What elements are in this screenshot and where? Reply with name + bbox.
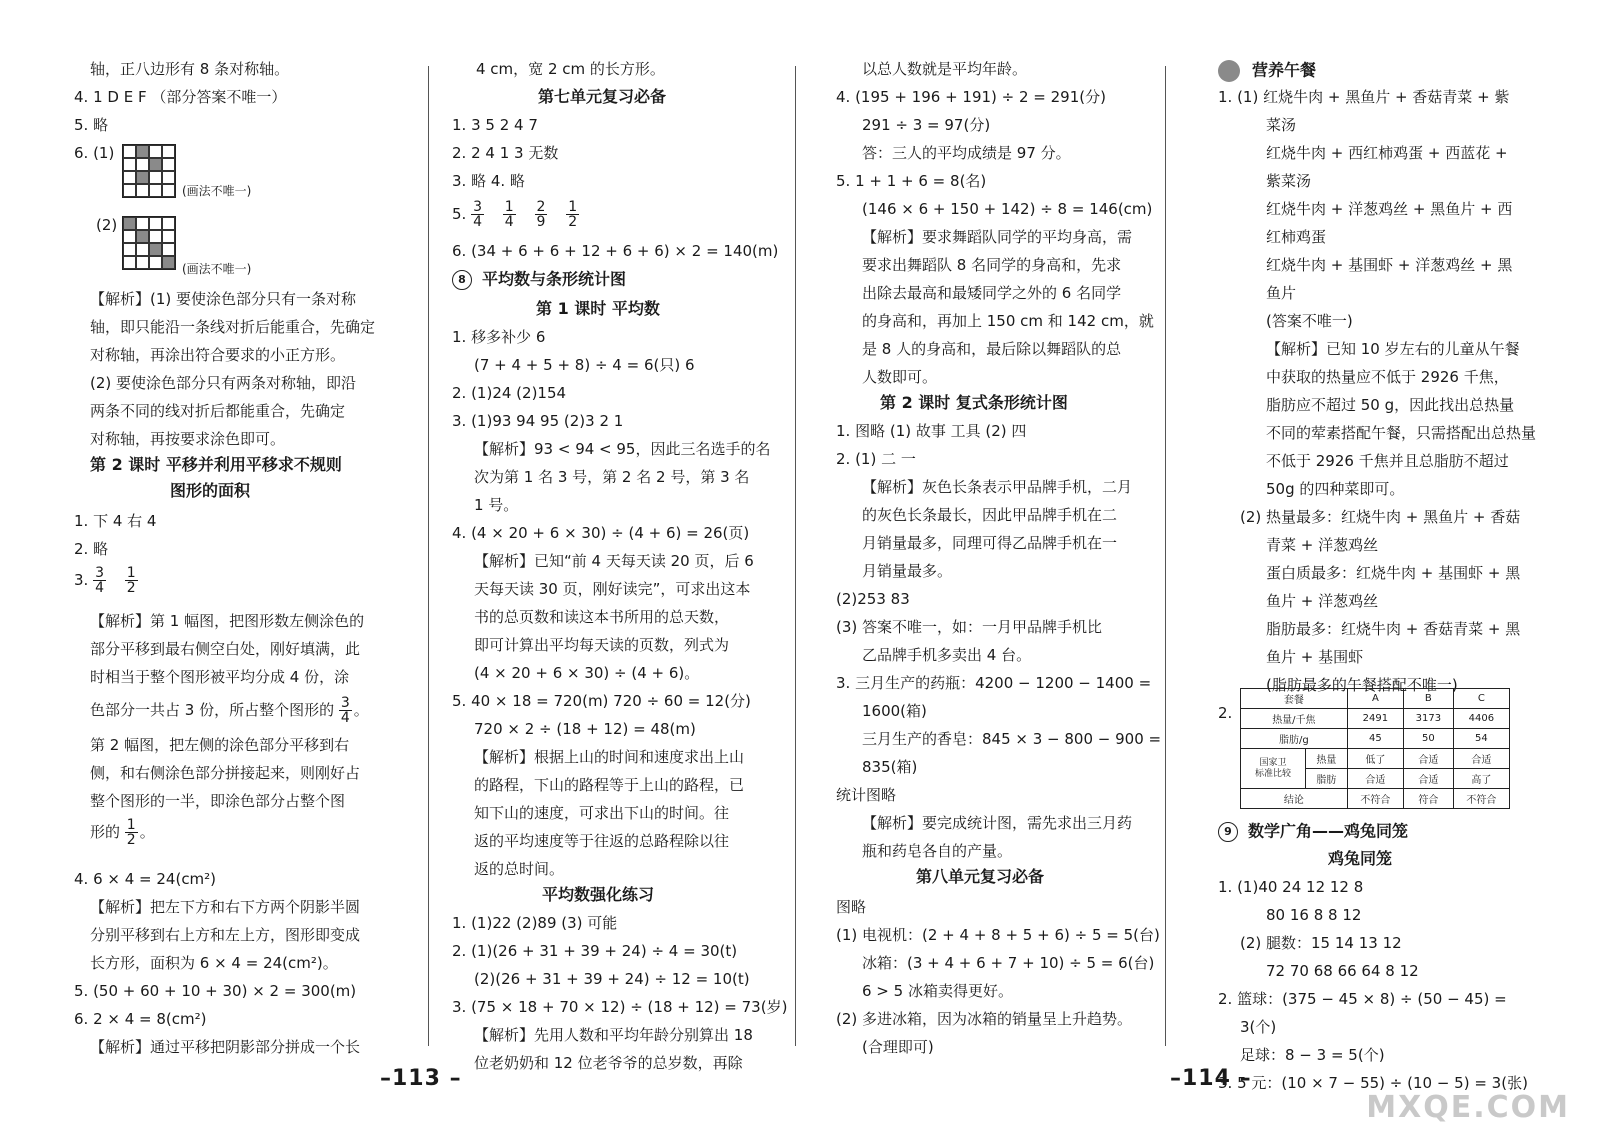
page-number-right: –114 – bbox=[1170, 1066, 1252, 1091]
fraction: $\frac{3}{4}$ bbox=[95, 565, 105, 596]
table-row bbox=[1241, 729, 1510, 749]
analysis: 【解析】灰色长条表示甲品牌手机，二月 bbox=[862, 478, 1133, 496]
text-line: 乙品牌手机多卖出 4 台。 bbox=[862, 646, 1032, 664]
text-line: 鱼片 + 基围虾 bbox=[1266, 648, 1364, 666]
text-line: 中获取的热量应不低于 2926 千焦， bbox=[1266, 368, 1509, 386]
text-line: 要求出舞蹈队 8 名同学的身高和，先求 bbox=[862, 256, 1122, 274]
text-line: 2. 2 4 1 3 无数 bbox=[452, 144, 559, 162]
table-cell: 3173 bbox=[1404, 709, 1454, 729]
text-line: 2. 略 bbox=[74, 540, 109, 558]
text-line: 长方形，面积为 6 × 4 = 24(cm²)。 bbox=[90, 954, 338, 972]
lesson-title: 第 2 课时 复式条形统计图 bbox=[880, 393, 1068, 412]
text-line: 1. 移多补少 6 bbox=[452, 328, 546, 346]
text-line: 菜汤 bbox=[1266, 116, 1297, 134]
circle-icon bbox=[1218, 60, 1240, 82]
table-cell: 低了 bbox=[1347, 749, 1403, 769]
table-cell: 50 bbox=[1404, 729, 1454, 749]
nutrition-table bbox=[1240, 688, 1510, 809]
text-line: 部分平移到最右侧空白处，刚好填满，此 bbox=[90, 640, 361, 658]
text-line: 第 2 幅图，把左侧的涂色部分平移到右 bbox=[90, 736, 350, 754]
table-cell: 脂肪/g bbox=[1241, 729, 1348, 749]
table-cell: 脂肪 bbox=[1305, 769, 1347, 789]
text-line: 5. (50 + 60 + 10 + 30) × 2 = 300(m) bbox=[74, 982, 357, 1000]
text-line: 出除去最高和最矮同学之外的 6 名同学 bbox=[862, 284, 1122, 302]
text-line: 2. (1)(26 + 31 + 39 + 24) ÷ 4 = 30(t) bbox=[452, 942, 738, 960]
table-cell: 4406 bbox=[1453, 709, 1509, 729]
text-line: 1 号。 bbox=[474, 496, 519, 514]
text-line: 3. (1)93 94 95 (2)3 2 1 bbox=[452, 412, 624, 430]
analysis: 【解析】根据上山的时间和速度求出上山 bbox=[474, 748, 745, 766]
text-line: 4. (195 + 196 + 191) ÷ 2 = 291(分) bbox=[836, 88, 1106, 106]
text-line: 天每天读 30 页，刚好读完”，可求出这本 bbox=[474, 580, 751, 598]
text-line: 4. 6 × 4 = 24(cm²) bbox=[74, 870, 217, 888]
analysis: 【解析】先用人数和平均年龄分别算出 18 bbox=[474, 1026, 753, 1044]
table-cell: 套餐 bbox=[1241, 689, 1348, 709]
lesson-title: 鸡兔同笼 bbox=[1328, 849, 1393, 868]
text-line: 时相当于整个图形被平均分成 4 份，涂 bbox=[90, 668, 350, 686]
text-line: 6. (34 + 6 + 6 + 12 + 6 + 6) × 2 = 140(m) bbox=[452, 242, 779, 260]
text-line: 返的平均速度等于往返的总路程除以往 bbox=[474, 832, 730, 850]
text-line: 3. 5 元：(10 × 7 − 55) ÷ (10 − 5) = 3(张) bbox=[1218, 1074, 1528, 1092]
fraction: $\frac{3}{4}$ bbox=[340, 695, 350, 726]
text-line: 5. 40 × 18 = 720(m) 720 ÷ 60 = 12(分) bbox=[452, 692, 751, 710]
text-line: 答：三人的平均成绩是 97 分。 bbox=[862, 144, 1071, 162]
text-line: 足球：8 − 3 = 5(个) bbox=[1240, 1046, 1385, 1064]
text-line: 轴，即只能沿一条线对折后能重合，先确定 bbox=[90, 318, 376, 336]
table-row bbox=[1241, 749, 1510, 769]
text-line: 月销量最多。 bbox=[862, 562, 953, 580]
column-divider bbox=[428, 66, 429, 1046]
text-line: 对称轴，再按要求涂色即可。 bbox=[90, 430, 286, 448]
text-line: (146 × 6 + 150 + 142) ÷ 8 = 146(cm) bbox=[862, 200, 1153, 218]
text-line: 2. (1) 二 一 bbox=[836, 450, 916, 468]
unit-heading: 8 平均数与条形统计图 bbox=[452, 270, 626, 290]
page-number-left: –113 – bbox=[380, 1066, 462, 1091]
analysis: 【解析】要完成统计图，需先求出三月药 bbox=[862, 814, 1133, 832]
analysis: 【解析】把左下方和右下方两个阴影半圆 bbox=[90, 898, 361, 916]
text-line: 4. 1 D E F （部分答案不唯一） bbox=[74, 88, 287, 106]
table-cell: 合适 bbox=[1404, 769, 1454, 789]
table-cell: 国家卫 标准比较 bbox=[1241, 749, 1306, 789]
text-line: 1. 图略 (1) 故事 工具 (2) 四 bbox=[836, 422, 1027, 440]
text-line: 6 > 5 冰箱卖得更好。 bbox=[862, 982, 1013, 1000]
text-line: 月销量最多，同理可得乙品牌手机在一 bbox=[862, 534, 1118, 552]
unit-number-badge: 9 bbox=[1218, 822, 1238, 842]
text-line: (2) 要使涂色部分只有两条对称轴，即沿 bbox=[90, 374, 357, 392]
analysis: 【解析】已知“前 4 天每天读 20 页，后 6 bbox=[474, 552, 754, 570]
table-cell: 符合 bbox=[1404, 789, 1454, 809]
text-line: (2) bbox=[96, 216, 118, 234]
text-line: 鱼片 + 洋葱鸡丝 bbox=[1266, 592, 1379, 610]
table-cell: 2491 bbox=[1347, 709, 1403, 729]
text-line: 1. (1)22 (2)89 (3) 可能 bbox=[452, 914, 618, 932]
text-line: 形的 $\frac{1}{2}$ 。 bbox=[90, 817, 155, 848]
text-line: 50g 的四种菜即可。 bbox=[1266, 480, 1405, 498]
text-line: 三月生产的香皂：845 × 3 − 800 − 900 = bbox=[862, 730, 1162, 748]
text-line: 1. 3 5 2 4 7 bbox=[452, 116, 538, 134]
table-cell: 45 bbox=[1347, 729, 1403, 749]
text-line: 返的总时间。 bbox=[474, 860, 565, 878]
activity-heading: 营养午餐 bbox=[1218, 60, 1316, 82]
text-line: (2) 腿数：15 14 13 12 bbox=[1240, 934, 1402, 952]
text-line: 红烧牛肉 + 西红柿鸡蛋 + 西蓝花 + bbox=[1266, 144, 1508, 162]
text-line: 72 70 68 66 64 8 12 bbox=[1266, 962, 1419, 980]
text-line: 脂肪最多：红烧牛肉 + 香菇青菜 + 黑 bbox=[1266, 620, 1521, 638]
text-line: (7 + 4 + 5 + 8) ÷ 4 = 6(只) 6 bbox=[474, 356, 695, 374]
grid-figure-1 bbox=[122, 144, 176, 198]
text-line: 鱼片 bbox=[1266, 284, 1297, 302]
table-row bbox=[1241, 709, 1510, 729]
text-line: 的身高和，再加上 150 cm 和 142 cm，就 bbox=[862, 312, 1154, 330]
text-line: 次为第 1 名 3 号，第 2 名 2 号，第 3 名 bbox=[474, 468, 750, 486]
note: (画法不唯一) bbox=[182, 262, 252, 276]
text-line: 分别平移到右上方和左上方，图形即变成 bbox=[90, 926, 361, 944]
analysis: 【解析】93 < 94 < 95，因此三名选手的名 bbox=[474, 440, 771, 458]
analysis: 【解析】第 1 幅图，把图形数左侧涂色的 bbox=[90, 612, 365, 630]
text-line: 80 16 8 8 12 bbox=[1266, 906, 1362, 924]
table-cell: 不符合 bbox=[1347, 789, 1403, 809]
text-line: (脂肪最多的午餐搭配不唯一) bbox=[1266, 676, 1458, 694]
table-cell: 高了 bbox=[1453, 769, 1509, 789]
text-line: 人数即可。 bbox=[862, 368, 938, 386]
grid-figure-2 bbox=[122, 216, 176, 270]
table-cell: 不符合 bbox=[1453, 789, 1509, 809]
text-line: 4 cm，宽 2 cm 的长方形。 bbox=[476, 60, 665, 78]
table-cell: A bbox=[1347, 689, 1403, 709]
lesson-title: 第 1 课时 平均数 bbox=[536, 299, 660, 318]
text-line: (2) 热量最多：红烧牛肉 + 黑鱼片 + 香菇 bbox=[1240, 508, 1521, 526]
section-title: 第八单元复习必备 bbox=[916, 867, 1045, 886]
text-line: 3. (75 × 18 + 70 × 12) ÷ (18 + 12) = 73(岁) bbox=[452, 998, 788, 1016]
text-line: 即可计算出平均每天读的页数，列式为 bbox=[474, 636, 730, 654]
text-line: 的路程，下山的路程等于上山的路程，已 bbox=[474, 776, 745, 794]
text-line: (3) 答案不唯一，如：一月甲品牌手机比 bbox=[836, 618, 1103, 636]
text-line: 的灰色长条最长，因此甲品牌手机在二 bbox=[862, 506, 1118, 524]
text-line: 6. 2 × 4 = 8(cm²) bbox=[74, 1010, 207, 1028]
text-line: 是 8 人的身高和，最后除以舞蹈队的总 bbox=[862, 340, 1122, 358]
table-cell: 合适 bbox=[1347, 769, 1403, 789]
text-line: 835(箱) bbox=[862, 758, 918, 776]
text-line: 5. 1 + 1 + 6 = 8(名) bbox=[836, 172, 987, 190]
text-line: (2) 多进冰箱，因为冰箱的销量呈上升趋势。 bbox=[836, 1010, 1133, 1028]
table-cell: 热量/千焦 bbox=[1241, 709, 1348, 729]
table-cell: 合适 bbox=[1404, 749, 1454, 769]
text-line: 瓶和药皂各自的产量。 bbox=[862, 842, 1013, 860]
table-cell: 结论 bbox=[1241, 789, 1348, 809]
lesson-title: 第 2 课时 平移并利用平移求不规则 bbox=[90, 455, 342, 474]
text-line: 统计图略 bbox=[836, 786, 897, 804]
text-line: 知下山的速度，可求出下山的时间。往 bbox=[474, 804, 730, 822]
table-cell: B bbox=[1404, 689, 1454, 709]
analysis: 【解析】(1) 要使涂色部分只有一条对称 bbox=[90, 290, 357, 308]
table-cell: C bbox=[1453, 689, 1509, 709]
text-line: 位老奶奶和 12 位老爷爷的总岁数，再除 bbox=[474, 1054, 743, 1072]
text-line: 3(个) bbox=[1240, 1018, 1277, 1036]
text-line: 2. bbox=[1218, 704, 1233, 722]
fraction: $\frac{1}{2}$ bbox=[126, 817, 136, 848]
text-line: (合理即可) bbox=[862, 1038, 934, 1056]
text-line: 2. 篮球：(375 − 45 × 8) ÷ (50 − 45) = bbox=[1218, 990, 1507, 1008]
text-line: 1600(箱) bbox=[862, 702, 927, 720]
fraction: $\frac{3}{4}$ bbox=[473, 199, 483, 230]
text-line: 书的总页数和读这本书所用的总天数， bbox=[474, 608, 730, 626]
text-line: (1) 电视机：(2 + 4 + 8 + 5 + 6) ÷ 5 = 5(台) bbox=[836, 926, 1160, 944]
analysis: 【解析】已知 10 岁左右的儿童从午餐 bbox=[1266, 340, 1520, 358]
text-line: (2)253 83 bbox=[836, 590, 910, 608]
section-title: 平均数强化练习 bbox=[542, 885, 655, 904]
analysis: 【解析】要求舞蹈队同学的平均身高，需 bbox=[862, 228, 1133, 246]
unit-heading: 9 数学广角——鸡兔同笼 bbox=[1218, 822, 1408, 842]
analysis: 【解析】通过平移把阴影部分拼成一个长 bbox=[90, 1038, 361, 1056]
fraction: $\frac{1}{4}$ bbox=[504, 199, 514, 230]
text-line: 红烧牛肉 + 洋葱鸡丝 + 黑鱼片 + 西 bbox=[1266, 200, 1513, 218]
text-line: 5. 略 bbox=[74, 116, 109, 134]
text-line: 图略 bbox=[836, 898, 867, 916]
text-line: 1. (1) 红烧牛肉 + 黑鱼片 + 香菇青菜 + 紫 bbox=[1218, 88, 1510, 106]
text-line: 5. $\frac{3}{4}$ $\frac{1}{4}$ $\frac{2}{9}$ $\frac{1}{2}$ bbox=[452, 199, 578, 230]
text-line: 红柿鸡蛋 bbox=[1266, 228, 1327, 246]
text-line: 对称轴，再涂出符合要求的小正方形。 bbox=[90, 346, 346, 364]
text-line: 291 ÷ 3 = 97(分) bbox=[862, 116, 991, 134]
table-cell: 合适 bbox=[1453, 749, 1509, 769]
text-line: 两条不同的线对折后都能重合，先确定 bbox=[90, 402, 346, 420]
section-title: 第七单元复习必备 bbox=[538, 87, 667, 106]
lesson-title: 图形的面积 bbox=[170, 481, 251, 500]
fraction: $\frac{2}{9}$ bbox=[536, 199, 546, 230]
text-line: 不同的荤素搭配午餐，只需搭配出总热量 bbox=[1266, 424, 1537, 442]
text-line: 冰箱：(3 + 4 + 6 + 7 + 10) ÷ 5 = 6(台) bbox=[862, 954, 1155, 972]
unit-number-badge: 8 bbox=[452, 270, 472, 290]
text-line: (2)(26 + 31 + 39 + 24) ÷ 12 = 10(t) bbox=[474, 970, 750, 988]
text-line: 蛋白质最多：红烧牛肉 + 基围虾 + 黑 bbox=[1266, 564, 1521, 582]
text-line: 1. (1)40 24 12 12 8 bbox=[1218, 878, 1364, 896]
watermark: MXQE.COM bbox=[1366, 1090, 1570, 1125]
table-header-row bbox=[1241, 689, 1510, 709]
text-line: 红烧牛肉 + 基围虾 + 洋葱鸡丝 + 黑 bbox=[1266, 256, 1513, 274]
text-line: 不低于 2926 千焦并且总脂肪不超过 bbox=[1266, 452, 1509, 470]
text-line: 以总人数就是平均年龄。 bbox=[862, 60, 1028, 78]
table-row bbox=[1241, 789, 1510, 809]
text-line: 2. (1)24 (2)154 bbox=[452, 384, 567, 402]
table-cell: 54 bbox=[1453, 729, 1509, 749]
text-line: 1. 下 4 右 4 bbox=[74, 512, 157, 530]
text-line: 紫菜汤 bbox=[1266, 172, 1312, 190]
text-line: 轴，正八边形有 8 条对称轴。 bbox=[90, 60, 290, 78]
text-line: 整个图形的一半，即涂色部分占整个图 bbox=[90, 792, 346, 810]
text-line: 3. $\frac{3}{4}$ $\frac{1}{2}$ bbox=[74, 565, 136, 596]
text-line: 青菜 + 洋葱鸡丝 bbox=[1266, 536, 1379, 554]
text-line: (4 × 20 + 6 × 30) ÷ (4 + 6)。 bbox=[474, 664, 700, 682]
column-divider bbox=[795, 66, 796, 1046]
fraction: $\frac{1}{2}$ bbox=[568, 199, 578, 230]
text-line: 侧，和右侧涂色部分拼接起来，则刚好占 bbox=[90, 764, 361, 782]
text-line: 6. (1) bbox=[74, 144, 115, 162]
table-cell: 热量 bbox=[1305, 749, 1347, 769]
column-divider bbox=[1165, 66, 1166, 1046]
text-line: 4. (4 × 20 + 6 × 30) ÷ (4 + 6) = 26(页) bbox=[452, 524, 750, 542]
text-line: 3. 略 4. 略 bbox=[452, 172, 525, 190]
fraction: $\frac{1}{2}$ bbox=[126, 565, 136, 596]
note: (画法不唯一) bbox=[182, 184, 252, 198]
text-line: 色部分一共占 3 份，所占整个图形的 $\frac{3}{4}$ 。 bbox=[90, 695, 369, 726]
text-line: (答案不唯一) bbox=[1266, 312, 1353, 330]
text-line: 3. 三月生产的药瓶：4200 − 1200 − 1400 = bbox=[836, 674, 1152, 692]
text-line: 脂肪应不超过 50 g，因此找出总热量 bbox=[1266, 396, 1515, 414]
text-line: 720 × 2 ÷ (18 + 12) = 48(m) bbox=[474, 720, 696, 738]
